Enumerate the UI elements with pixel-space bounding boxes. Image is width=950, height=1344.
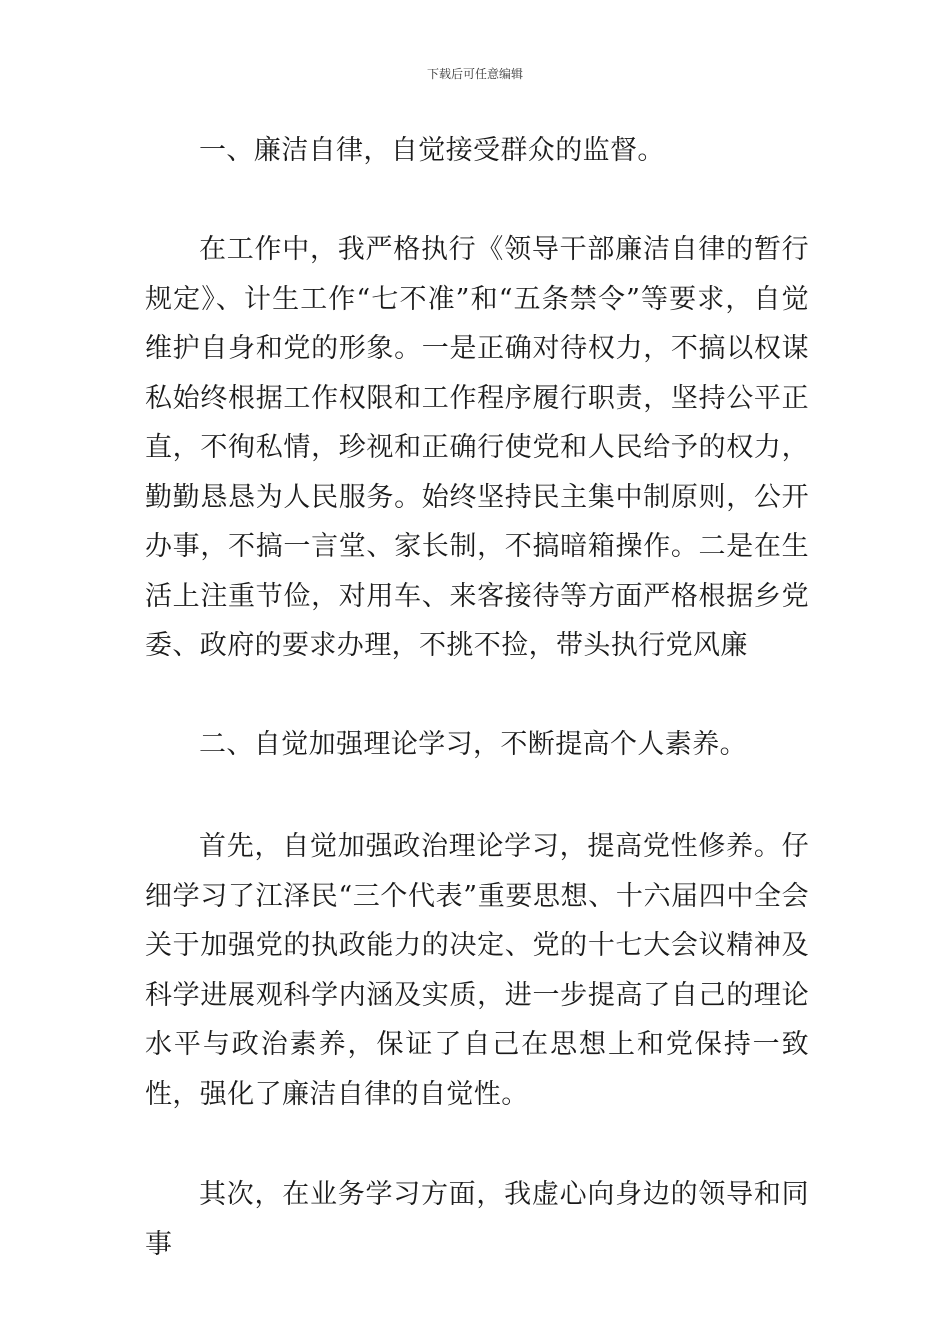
paragraph-2 — [145, 822, 809, 1119]
paragraph-1 — [145, 225, 809, 671]
heading-text: 二、自觉加强理论学习，不断提高个人素养。 — [199, 729, 747, 760]
paragraph-text: 其次，在业务学习方面，我虚心向身边的领导和同事 — [145, 1179, 809, 1260]
section-heading-1 — [145, 126, 809, 176]
header-note: 下载后可任意编辑 — [426, 67, 523, 81]
paragraph-3 — [145, 1170, 809, 1269]
paragraph-text: 首先，自觉加强政治理论学习，提高党性修养。仔细学习了江泽民“三个代表”重要思想、十六届四中全会关于加强党的执政能力的决定、党的十七大会议精神及科学进展观科学内涵及实质，进一步提高了自己的理论水平与政治素养，保证了自己在思想上和党保持一致性，强化了廉洁自律的自觉性。 — [145, 831, 809, 1110]
section-heading-2 — [145, 720, 809, 770]
heading-text: 一、廉洁自律，自觉接受群众的监督。 — [199, 135, 665, 166]
paragraph-text: 在工作中，我严格执行《领导干部廉洁自律的暂行规定》、计生工作“七不准”和“五条禁令”等要求，自觉维护自身和党的形象。一是正确对待权力，不搞以权谋私始终根据工作权限和工作程序履行职责，坚持公平正直，不徇私情，珍视和正确行使党和人民给予的权力，勤勤恳恳为人民服务。始终坚持民主集中制原则，公开办事，不搞一言堂、家长制，不搞暗箱操作。二是在生活上注重节俭，对用车、来客接待等方面严格根据乡党委、政府的要求办理，不挑不捡，带头执行党风廉 — [145, 234, 809, 661]
